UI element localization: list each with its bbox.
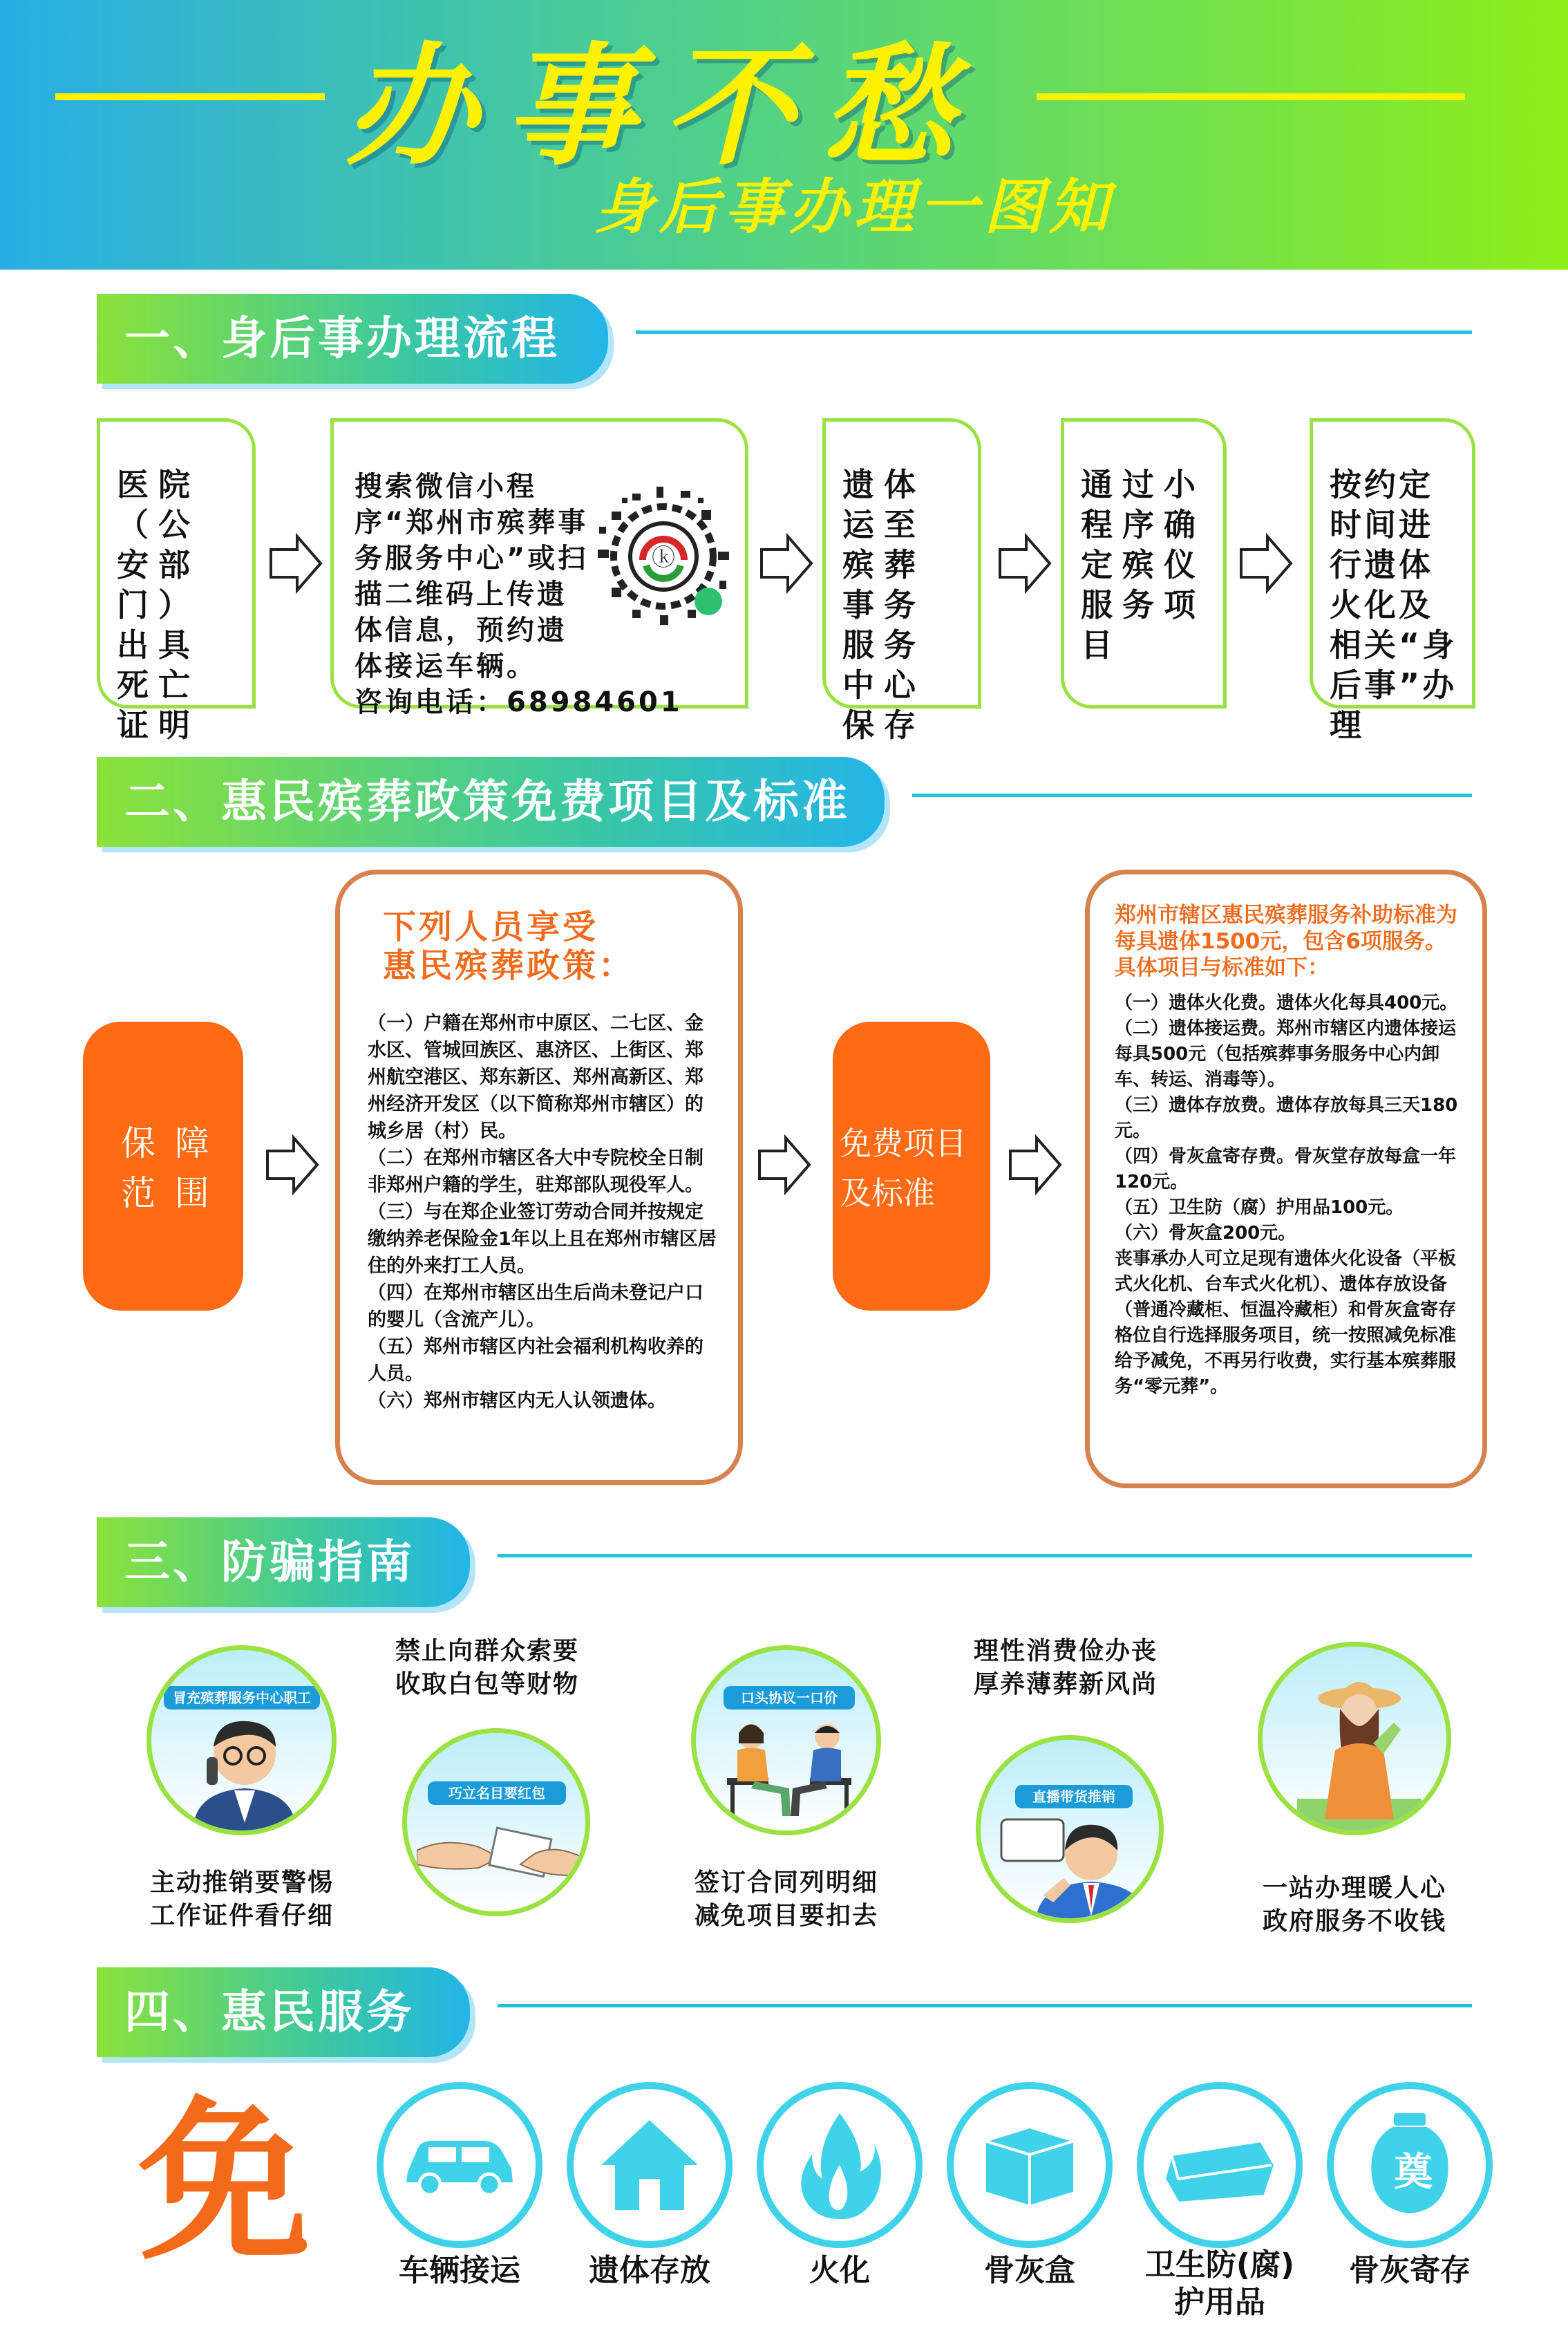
service-storage-circle	[567, 2082, 733, 2248]
service-ash-storage-circle	[1327, 2082, 1493, 2248]
caption-line: 禁止向群众索要	[395, 1637, 579, 1665]
meeting-people-icon	[713, 1712, 865, 1823]
eligible-item-4: （四）在郑州市辖区出生后尚未登记户口的婴儿（含流产儿）。	[368, 1282, 703, 1331]
caption-line: 理性消费俭办丧	[973, 1637, 1158, 1665]
page-title: 办事不愁	[346, 30, 982, 183]
caption-line: 厚养薄葬新风尚	[973, 1670, 1158, 1698]
title-line-left	[55, 93, 325, 100]
woman-with-hat-icon	[1297, 1660, 1421, 1833]
fraud-caption-one-stop	[1244, 1872, 1465, 1938]
eligible-item-5: （五）郑州市辖区内社会福利机构收养的人员。	[368, 1336, 703, 1385]
standard-item-4: （四）骨灰盒寄存费。骨灰堂存放每盒一年120元。	[1115, 1146, 1457, 1192]
car-icon	[401, 2130, 518, 2200]
flow-step-4	[1061, 418, 1227, 709]
eligible-item-6: （六）郑州市辖区内无人认领遗体。	[368, 1390, 666, 1412]
standard-note: 丧事承办人可立足现有遗体火化设备（平板式火化机、台车式火化机）、遗体存放设备（普通冷藏柜、恒温冷藏柜）和骨灰盒寄存格位自行选择服务项目，统一按照减免标准给予减免，不再另行收费，实行基本殡葬服务“零元葬”。	[1115, 1248, 1457, 1397]
section-3-heading: 三、防骗指南	[97, 1517, 470, 1607]
eligible-item-2: （二）在郑州市辖区各大中专院校全日制非郑州户籍的学生，驻郑部队现役军人。	[368, 1148, 703, 1196]
section-4-line	[498, 2004, 1472, 2007]
service-label-ash-storage: 骨灰寄存	[1349, 2253, 1471, 2288]
flow-step-2-text: 搜索微信小程序“郑州市殡葬事务服务中心”或扫描二维码上传遗体信息，预约遗体接运车辆。	[355, 471, 589, 682]
flow-step-1	[97, 418, 256, 744]
free-items-block	[833, 1022, 990, 1311]
standard-item-2: （二）遗体接运费。郑州市辖区内遗体接运每具500元（包括殡葬事务服务中心内卸车、转运、消毒等）。	[1115, 1018, 1457, 1090]
subsidy-standard-title: 郑州市辖区惠民殡葬服务补助标准为每具遗体1500元，包含6项服务。具体项目与标准如下：	[1115, 903, 1457, 980]
eligible-people-title	[368, 908, 717, 985]
fraud-caption-verbal-agreement	[676, 1866, 897, 1933]
fraud-illustration-livestream	[976, 1735, 1164, 1923]
eligible-people-list	[368, 1010, 717, 1414]
fraud-illustration-red-envelope	[402, 1728, 590, 1916]
fraud-illustration-one-stop	[1258, 1642, 1451, 1835]
arrow-right-icon	[997, 532, 1052, 594]
fraud-caption-red-envelope	[377, 1635, 598, 1701]
service-protective-circle	[1137, 2082, 1303, 2248]
arrow-right-icon	[1008, 1134, 1063, 1196]
caption-line: 政府服务不收钱	[1262, 1907, 1446, 1936]
coverage-scope-line-2: 范 围	[121, 1173, 214, 1213]
caption-line: 收取白包等财物	[395, 1670, 579, 1698]
subsidy-standard-list	[1115, 991, 1462, 1400]
service-label-storage: 遗体存放	[589, 2253, 710, 2288]
eligible-item-3: （三）与在郑企业签订劳动合同并按规定缴纳养老保险金1年以上且在郑州市辖区居住的外来打工人员。	[368, 1201, 717, 1277]
caption-line: 工作证件看仔细	[149, 1902, 334, 1930]
arrow-right-icon	[265, 1134, 320, 1196]
fraud-illustration-impersonation	[147, 1645, 337, 1835]
flow-step-3	[822, 418, 981, 744]
caption-line: 主动推销要警惕	[149, 1868, 334, 1897]
section-2-heading: 二、惠民殡葬政策免费项目及标准	[97, 757, 885, 847]
service-label-protective-line-1: 卫生防(腐)	[1144, 2247, 1295, 2283]
flow-step-5-text: 按约定时间进行遗体火化及相关“身后事”办理	[1330, 466, 1457, 744]
caption-line: 签订合同列明细	[694, 1868, 878, 1897]
coverage-scope-block	[83, 1022, 243, 1311]
arrow-right-icon	[1238, 532, 1294, 594]
service-label-protective	[1109, 2247, 1330, 2321]
consult-phone	[355, 684, 733, 720]
free-items-line-2: 及标准	[840, 1174, 935, 1212]
standard-item-5: （五）卫生防（腐）护用品100元。	[1115, 1197, 1404, 1218]
consult-phone-number: 68984601	[507, 686, 683, 718]
fraud-tag-impersonation: 冒充殡葬服务中心职工	[164, 1686, 320, 1710]
handshake-envelope-icon	[417, 1809, 583, 1892]
section-1-line	[636, 330, 1472, 334]
section-2-line	[912, 794, 1472, 797]
flow-step-5	[1310, 418, 1475, 744]
service-urn-circle	[947, 2082, 1113, 2248]
caption-line: 一站办理暖人心	[1262, 1874, 1446, 1902]
house-icon	[598, 2113, 701, 2217]
fraud-tag-red-envelope: 巧立名目要红包	[428, 1781, 566, 1805]
fraud-illustration-verbal-agreement	[691, 1645, 881, 1835]
eligible-title-line-2: 惠民殡葬政策：	[383, 946, 635, 985]
section-3-line	[498, 1554, 1472, 1557]
fraud-tag-verbal-agreement: 口头协议一口价	[724, 1686, 855, 1710]
box-icon	[978, 2117, 1081, 2213]
service-vehicle-circle	[377, 2082, 542, 2248]
eligible-item-1: （一）户籍在郑州市中原区、二七区、金水区、管城回族区、惠济区、上街区、郑州航空港区、郑东新区、郑州高新区、郑州经济开发区（以下简称郑州市辖区）的城乡居（村）民。	[368, 1013, 703, 1142]
service-label-urn: 骨灰盒	[984, 2253, 1075, 2288]
subsidy-standard-panel	[1085, 870, 1487, 1488]
service-label-vehicle: 车辆接运	[399, 2253, 520, 2288]
presenter-man-icon	[994, 1813, 1157, 1923]
standard-item-3: （三）遗体存放费。遗体存放每具三天180元。	[1115, 1095, 1458, 1141]
svg-text:ⓚ: ⓚ	[652, 544, 675, 572]
section-1-heading: 一、身后事办理流程	[97, 294, 608, 384]
service-label-protective-line-2: 护用品	[1174, 2285, 1265, 2320]
free-items-line-1: 免费项目	[840, 1125, 967, 1162]
service-label-cremation: 火化	[809, 2253, 870, 2288]
flow-step-3-text: 遗体运至殡葬事务服务中心保存	[842, 466, 925, 744]
arrow-right-icon	[268, 532, 323, 594]
arrow-right-icon	[757, 1134, 812, 1196]
fraud-caption-impersonation	[131, 1866, 352, 1933]
fraud-tag-livestream: 直播带货推销	[1015, 1785, 1133, 1808]
qr-code-icon	[591, 484, 736, 629]
eligible-people-panel	[335, 870, 743, 1485]
urn-jar-char: 奠	[1394, 2149, 1433, 2195]
fraud-caption-rational-consumption	[955, 1635, 1176, 1701]
standard-item-1: （一）遗体火化费。遗体火化每具400元。	[1115, 993, 1458, 1013]
flow-step-4-text: 通过小程序确定殡仪服务项目	[1081, 466, 1205, 664]
standard-item-6: （六）骨灰盒200元。	[1115, 1223, 1296, 1244]
page-subtitle: 身后事办理一图知	[594, 173, 1114, 242]
fire-icon	[795, 2110, 885, 2220]
eligible-title-line-1: 下列人员享受	[383, 908, 599, 946]
caption-line: 减免项目要扣去	[694, 1902, 878, 1930]
section-4-heading: 四、惠民服务	[97, 1967, 470, 2057]
coverage-scope-line-1: 保 障	[121, 1123, 214, 1163]
consult-phone-label: 咨询电话：	[355, 686, 507, 718]
arrow-right-icon	[759, 532, 814, 594]
service-cremation-circle	[757, 2082, 923, 2248]
phone-man-icon	[179, 1709, 310, 1833]
coffin-icon	[1158, 2127, 1282, 2210]
free-character: 免	[138, 2079, 311, 2283]
flow-step-1-text: 医院（公安部门）出具死亡证明	[117, 466, 200, 744]
